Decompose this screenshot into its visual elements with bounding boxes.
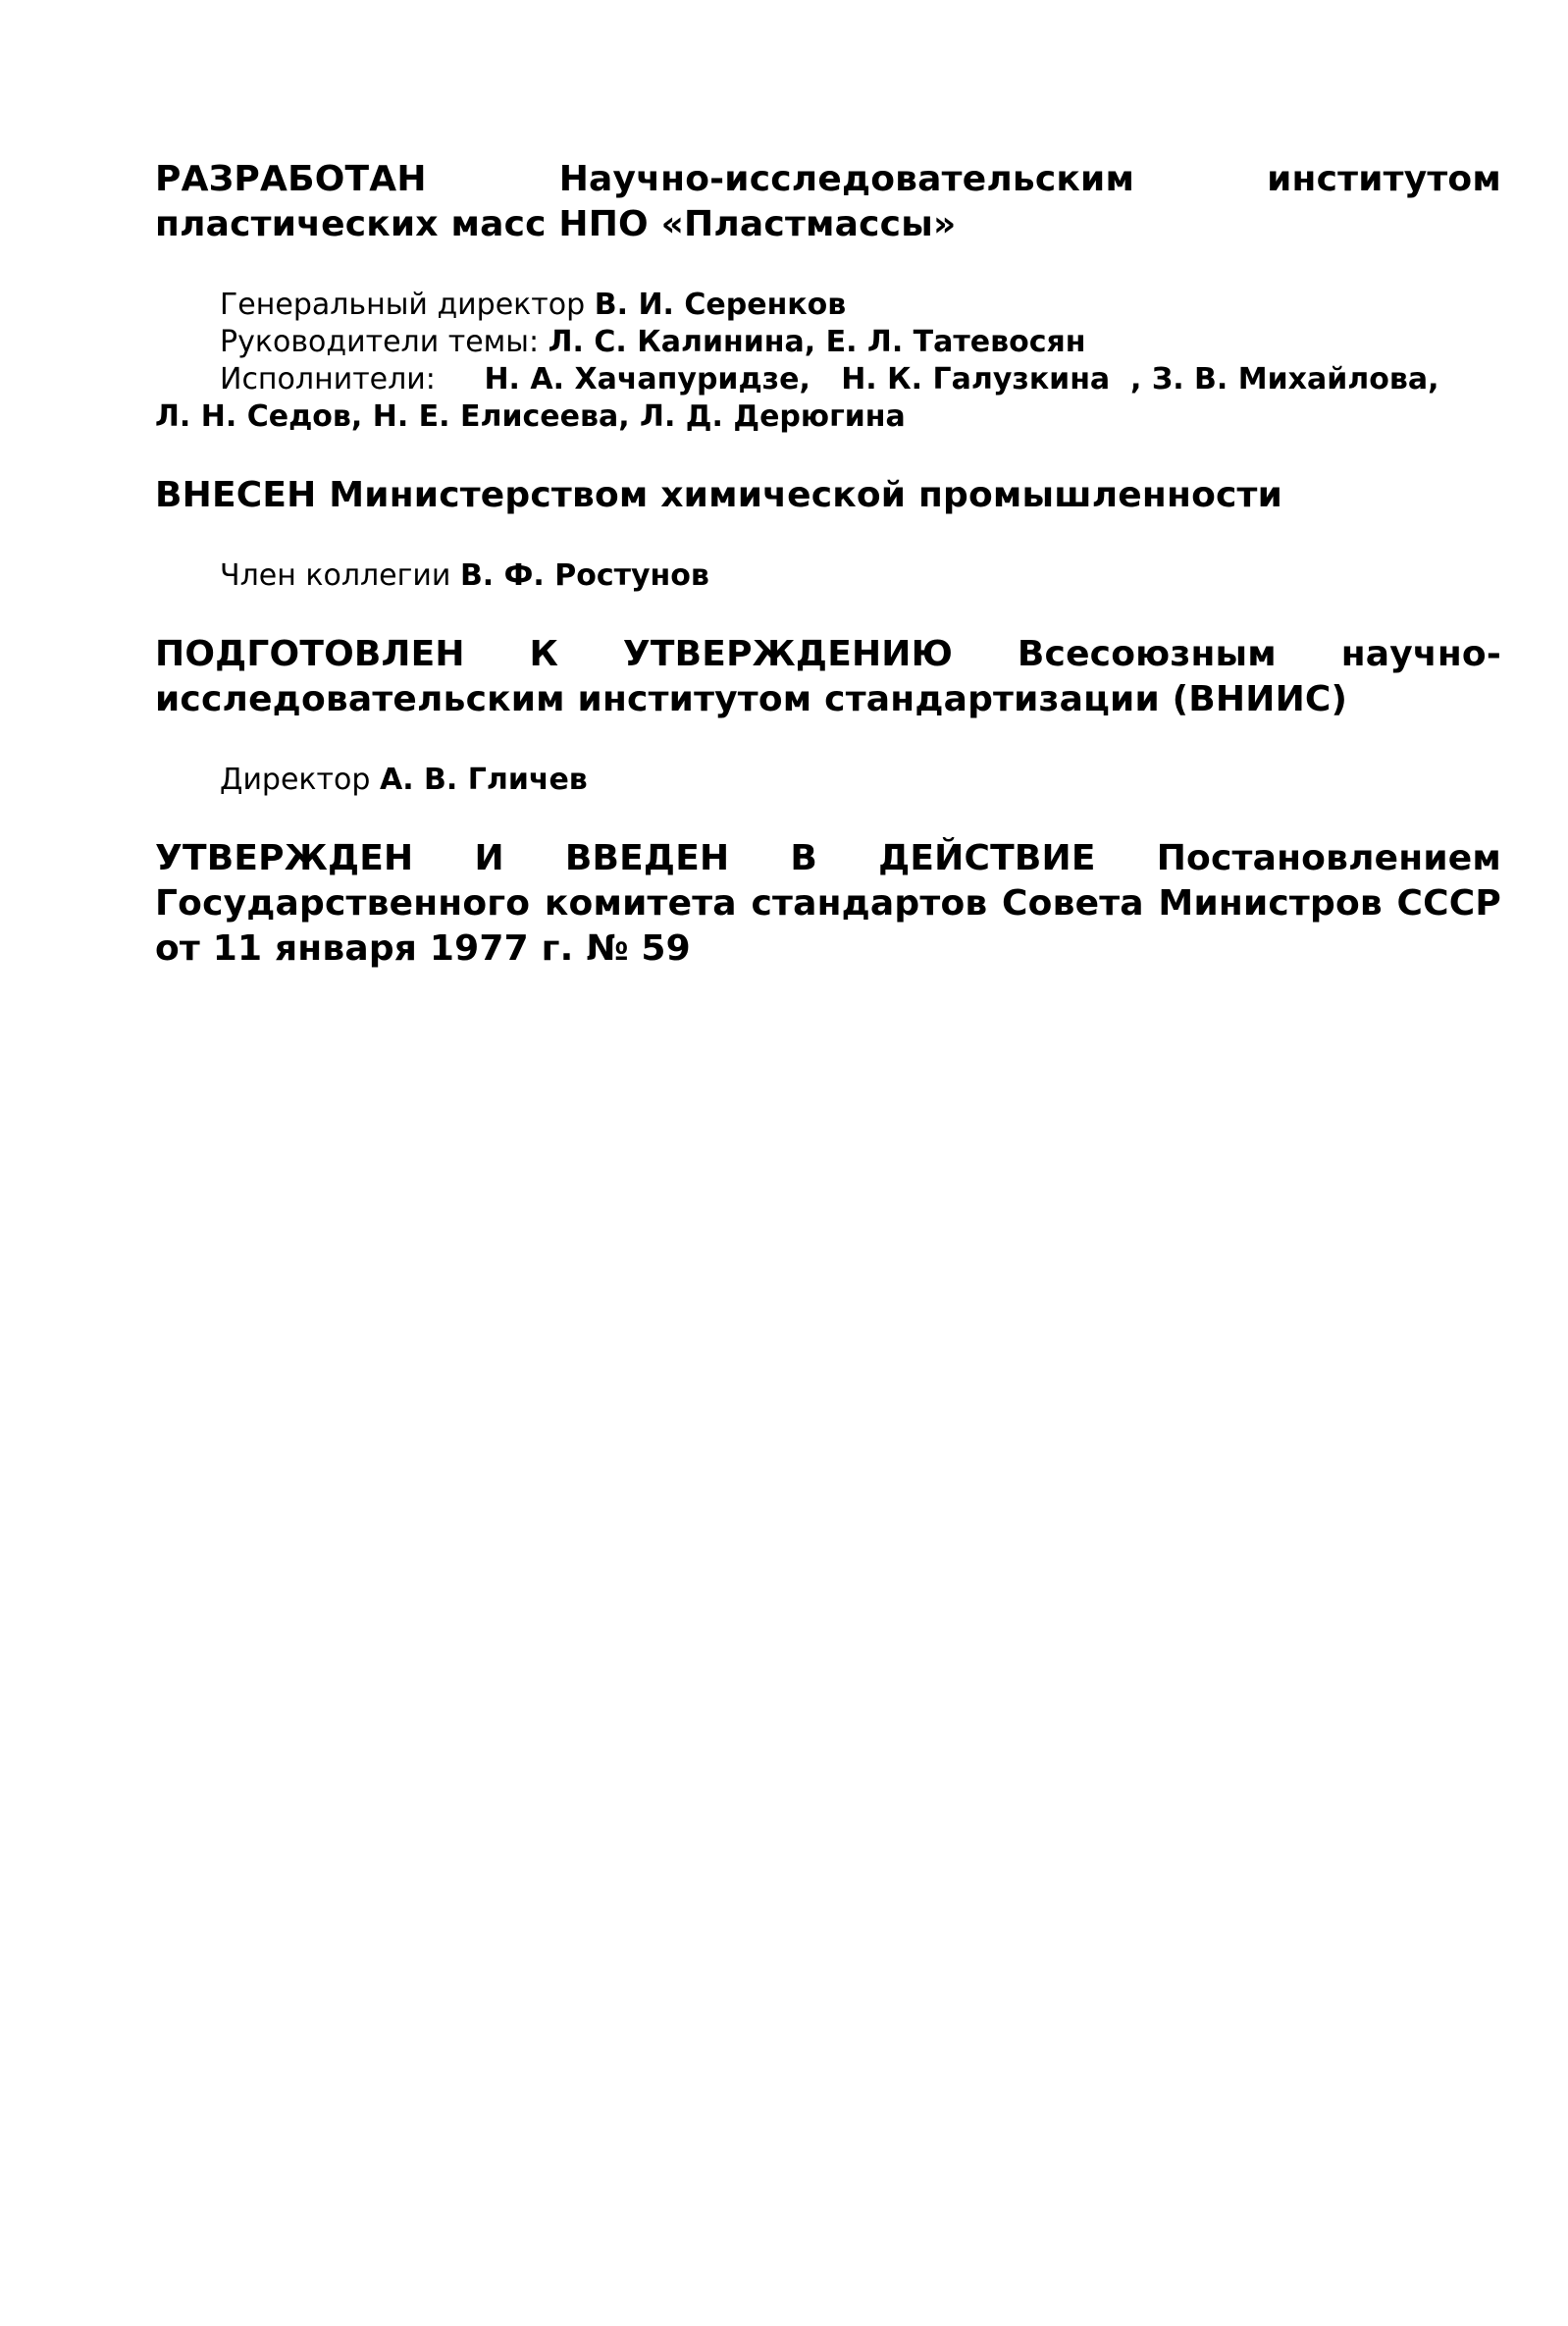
prepared-text: Всесоюзным научно-исследовательским институтом стандартизации (ВНИИС)	[155, 634, 1501, 719]
prepared-lead: ПОДГОТОВЛЕН К УТВЕРЖДЕНИЮ	[155, 634, 954, 674]
board-member-line	[155, 557, 1501, 595]
approved-text: Постановлением Государственного комитета стандартов Совета Министров СССР от 11 января 1977 г. № 59	[155, 838, 1501, 969]
submitted-heading	[155, 473, 1501, 518]
director-name: А. В. Гличев	[379, 763, 588, 797]
developed-lead: РАЗРАБОТАН	[155, 159, 427, 199]
submitted-details	[155, 557, 1501, 595]
approved-lead: УТВЕРЖДЕН И ВВЕДЕН В ДЕЙСТВИЕ	[155, 838, 1096, 878]
executors-line	[155, 361, 1501, 398]
general-director-line	[155, 287, 1501, 324]
executors-continuation-line	[155, 398, 1501, 436]
developed-heading	[155, 157, 1501, 247]
board-member-name: В. Ф. Ростунов	[459, 558, 709, 593]
general-director-label: Генеральный директор	[220, 288, 586, 322]
prepared-section	[155, 632, 1501, 799]
submitted-text: Министерством химической промышленности	[329, 475, 1283, 515]
board-member-label: Член коллегии	[220, 558, 451, 593]
developed-details	[155, 287, 1501, 436]
prepared-details	[155, 762, 1501, 799]
topic-leaders-line	[155, 324, 1501, 361]
approved-section	[155, 836, 1501, 972]
approved-heading	[155, 836, 1501, 972]
developed-section	[155, 157, 1501, 436]
submitted-section	[155, 473, 1501, 595]
executors-names-line2: Л. Н. Седов, Н. Е. Елисеева, Л. Д. Дерюгина	[155, 399, 906, 434]
director-line	[155, 762, 1501, 799]
topic-leaders-label: Руководители темы:	[220, 325, 540, 359]
topic-leaders-names: Л. С. Калинина, Е. Л. Татевосян	[548, 325, 1086, 359]
executors-names-line1: Н. А. Хачапуридзе, Н. К. Галузкина , З. В. Михайлова,	[484, 362, 1439, 396]
director-label: Директор	[220, 763, 371, 797]
submitted-lead: ВНЕСЕН	[155, 475, 317, 515]
executors-label: Исполнители:	[220, 362, 436, 396]
general-director-name: В. И. Серенков	[594, 288, 847, 322]
developed-text: Научно-исследовательским институтом пластических масс НПО «Пластмассы»	[155, 159, 1501, 244]
prepared-heading	[155, 632, 1501, 722]
imprint-block	[155, 157, 1501, 972]
